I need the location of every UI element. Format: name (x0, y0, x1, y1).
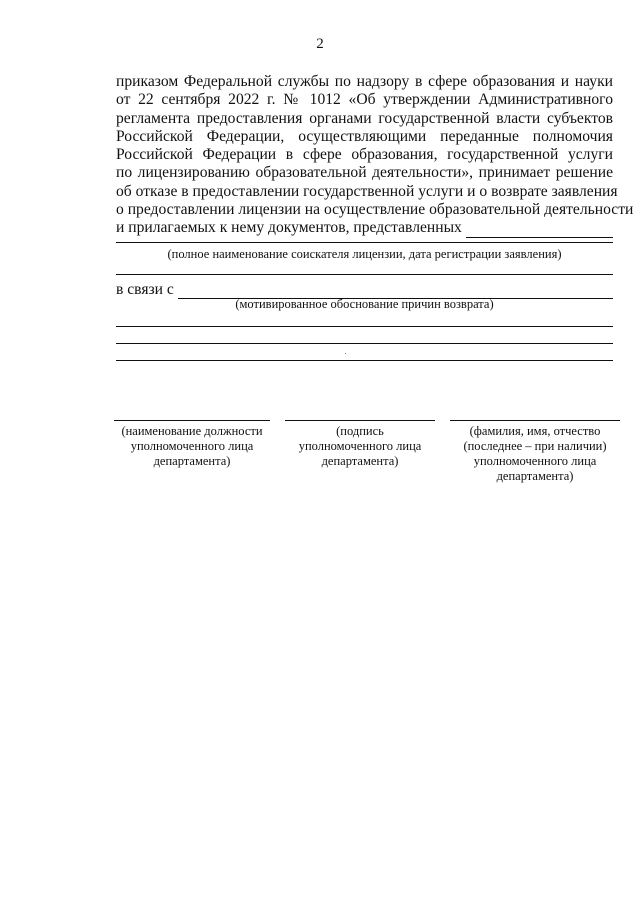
position-caption-line: уполномоченного лица (130, 439, 254, 453)
full-name-caption-line: (фамилия, имя, отчество (469, 424, 601, 438)
paragraph-line: об отказе в предоставлении государственной услуги и о возврате заявления (116, 182, 618, 200)
reason-prefix: в связи с (116, 281, 174, 298)
applicant-blank-line-2[interactable] (116, 274, 613, 275)
full-name-caption-line: (последнее – при наличии) (463, 439, 607, 453)
signature-block (285, 420, 435, 469)
reason-blank-line[interactable] (116, 326, 613, 327)
applicant-blank-line[interactable] (116, 242, 613, 243)
applicant-caption: (полное наименование соискателя лицензии, дата регистрации заявления) (167, 247, 562, 261)
documents-blank-field[interactable] (466, 223, 613, 238)
signature-caption-line: уполномоченного лица (298, 439, 422, 453)
reason-blank-line[interactable] (116, 343, 613, 344)
reason-blank-line[interactable] (116, 360, 613, 361)
full-name-caption-line: уполномоченного лица (473, 454, 597, 468)
full-name-blank-line[interactable] (450, 420, 620, 423)
paragraph-line: приказом Федеральной службы по надзору в сфере образования и науки (116, 73, 613, 90)
scan-speck (345, 353, 346, 354)
reason-caption: (мотивированное обоснование причин возврата) (235, 297, 494, 311)
paragraph-last-line (116, 219, 613, 237)
paragraph-line: регламента предоставления органами государственной власти субъектов (116, 109, 613, 127)
decision-paragraph (116, 73, 634, 238)
full-name-block (450, 420, 620, 484)
position-caption-line: (наименование должности (121, 424, 263, 438)
paragraph-line: Российской Федерации в сфере образования, государственной услуги (116, 146, 613, 164)
paragraph-line: о предоставлении лицензии на осуществление образовательной деятельности (116, 201, 634, 219)
paragraph-line: Российской Федерации, осуществляющими переданные полномочия (116, 127, 613, 145)
page-number: 2 (316, 36, 324, 52)
paragraph-line: от 22 сентября 2022 г. № 1012 «Об утверждении Административного (116, 91, 613, 109)
paragraph-line: по лицензированию образовательной деятельности», принимает решение (116, 164, 613, 182)
position-blank-line[interactable] (114, 420, 270, 423)
paragraph-line: и прилагаемых к нему документов, представленных (116, 219, 462, 237)
full-name-caption-line: департамента) (496, 469, 574, 483)
signature-caption-line: (подпись (336, 424, 384, 438)
signature-caption-line: департамента) (321, 454, 399, 468)
signature-blank-line[interactable] (285, 420, 435, 423)
position-signature-block (114, 420, 270, 469)
position-caption-line: департамента) (153, 454, 231, 468)
